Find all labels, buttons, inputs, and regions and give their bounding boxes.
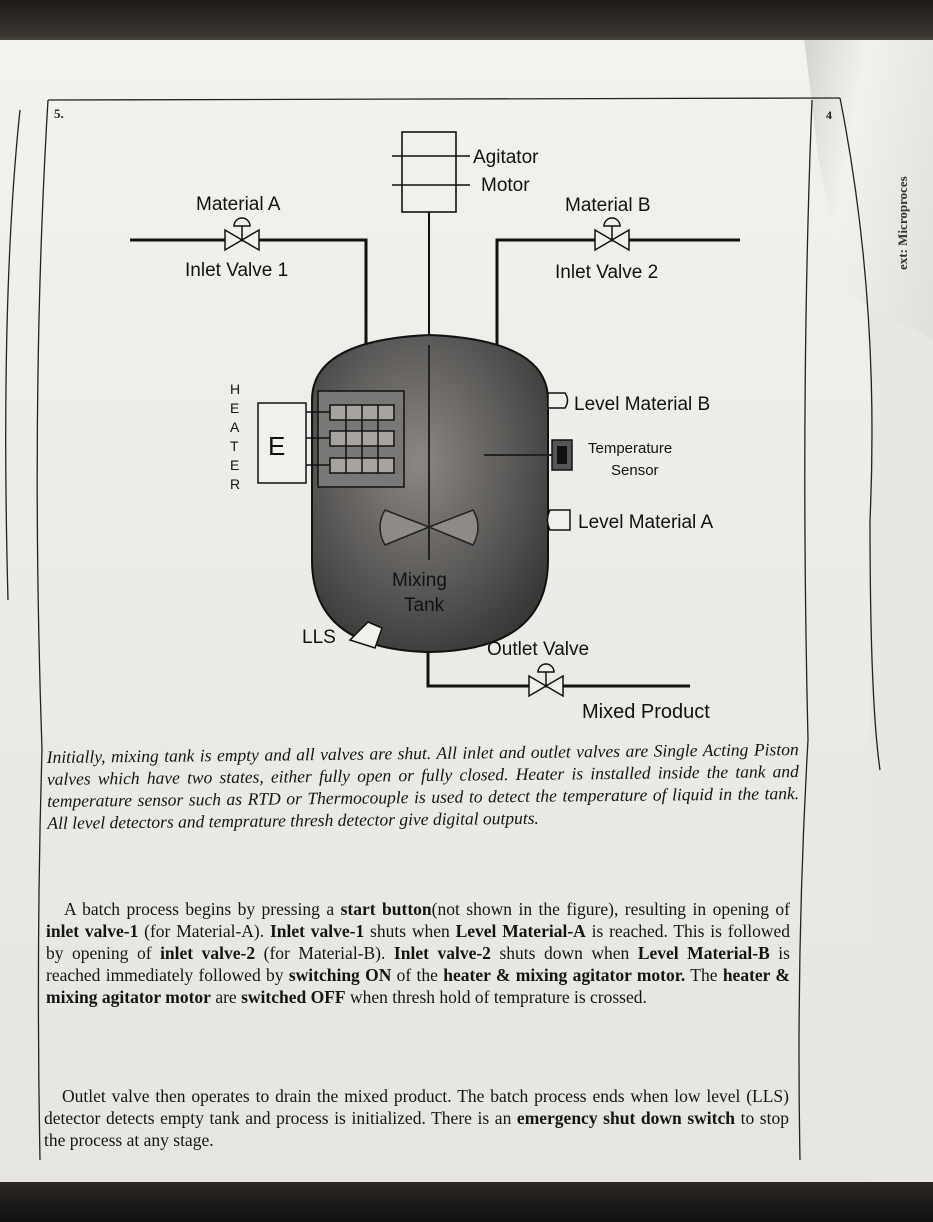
p2-bold-heater-motor: heater & mixing agitator motor. <box>443 965 686 985</box>
heater-letter-e2: E <box>230 457 240 473</box>
level-material-a-label: Level Material A <box>578 512 714 533</box>
agitator-motor-label-1: Agitator <box>473 147 539 168</box>
heater-letter-r: R <box>230 476 241 492</box>
temperature-sensor-label-1: Temperature <box>588 440 673 457</box>
outlet-valve <box>529 664 563 696</box>
mixing-tank-label-2: Tank <box>404 595 445 616</box>
p2-bold-level-material-b: Level Material-B <box>637 943 770 963</box>
p2-bold-inlet-valve-1b: Inlet valve-1 <box>269 921 365 941</box>
heater-letter-a: A <box>230 419 240 435</box>
p2-text-2: (not shown in the figure), resulting in opening of <box>431 899 791 919</box>
mixed-product-label: Mixed Product <box>582 701 710 723</box>
p2-text-5: is reached. This is followed by opening of <box>46 921 790 963</box>
p3-text-2: to stop the process at any stage. <box>44 1108 789 1150</box>
heater-letter-e: E <box>230 400 240 416</box>
heater-box-label: E <box>268 431 286 461</box>
material-b-label: Material B <box>565 195 651 216</box>
p2-text-9: of the <box>391 965 444 985</box>
p2-text-10: The <box>685 965 723 985</box>
lls-label: LLS <box>302 627 336 648</box>
p2-bold-inlet-valve-2: inlet valve-2 <box>160 943 256 963</box>
inlet-pipes <box>130 240 740 350</box>
heater-letter-h: H <box>230 381 241 397</box>
paragraph-batch-process <box>46 898 790 1008</box>
level-material-b-sensor <box>548 393 568 408</box>
p2-text-4: shuts when <box>364 921 456 941</box>
heater-vertical-label <box>230 381 240 492</box>
border-top <box>48 98 840 100</box>
p2-text-11: are <box>210 987 242 1007</box>
heater-letter-t: T <box>230 438 239 454</box>
question-number: 5. <box>54 106 64 121</box>
temperature-sensor-display <box>557 446 567 464</box>
level-material-a-sensor <box>548 510 571 530</box>
agitator-motor-box <box>402 132 456 212</box>
p2-bold-switching-on: switching ON <box>288 965 392 985</box>
p2-bold-inlet-valve-1: inlet valve-1 <box>46 921 139 941</box>
p2-bold-switched-off: switched OFF <box>241 987 346 1007</box>
border-outer-left <box>6 110 20 600</box>
level-material-b-label: Level Material B <box>574 394 711 415</box>
p2-bold-start-button: start button <box>340 899 432 919</box>
p3-text-1: Outlet valve then operates to drain the mixed product. The batch process ends when low level (LLS) detector detects empty tank and process is initialized. There is an <box>44 1086 789 1128</box>
mixing-tank-label-1: Mixing <box>392 570 447 591</box>
paragraph-outlet-valve <box>44 1085 789 1151</box>
p2-bold-inlet-valve-2b: Inlet valve-2 <box>393 943 491 963</box>
curled-page-text: ext: Microproces <box>895 176 910 270</box>
agitator-motor <box>392 132 470 212</box>
inlet-valve-1-label: Inlet Valve 1 <box>185 260 289 281</box>
outlet-valve-label: Outlet Valve <box>487 639 590 660</box>
p2-text-6: (for Material-B). <box>255 943 394 963</box>
p2-text-12: when thresh hold of temprature is crossed. <box>345 987 647 1007</box>
temperature-sensor-label-2: Sensor <box>611 462 659 479</box>
inlet-valve-2 <box>595 218 629 250</box>
material-a-label: Material A <box>196 194 281 215</box>
p2-text-7: shuts down when <box>490 943 638 963</box>
inlet-pipe-a <box>130 240 366 350</box>
border-right <box>799 100 812 1160</box>
p2-bold-level-material-a: Level Material-A <box>455 921 586 941</box>
border-outer-right <box>840 98 880 770</box>
inlet-pipe-b <box>497 240 740 345</box>
inlet-valve-2-label: Inlet Valve 2 <box>555 262 659 283</box>
page-number: 4 <box>826 108 832 122</box>
p2-text-3: (for Material-A). <box>138 921 270 941</box>
p2-text-8: is reached immediately followed by <box>46 943 790 985</box>
heater-coils <box>330 405 394 473</box>
p2-bold-heater-motor-2: heater & mixing agitator motor <box>46 965 790 1007</box>
p2-text-1: A batch process begins by pressing a <box>64 899 341 919</box>
paragraph-initial-conditions: Initially, mixing tank is empty and all valves are shut. All inlet and outlet valves are Single Acting Piston valves which have two states, either fully open or fully closed. Heater is installed inside the tank and temperature sensor such as RTD or Thermocouple is used to detect the temperature of liquid in the tank. All level detectors and temprature thresh detector give digital outputs. <box>46 739 800 833</box>
agitator-motor-label-2: Motor <box>481 175 530 196</box>
p3-bold-emergency-switch: emergency shut down switch <box>516 1108 735 1128</box>
inlet-valve-1 <box>225 218 259 250</box>
